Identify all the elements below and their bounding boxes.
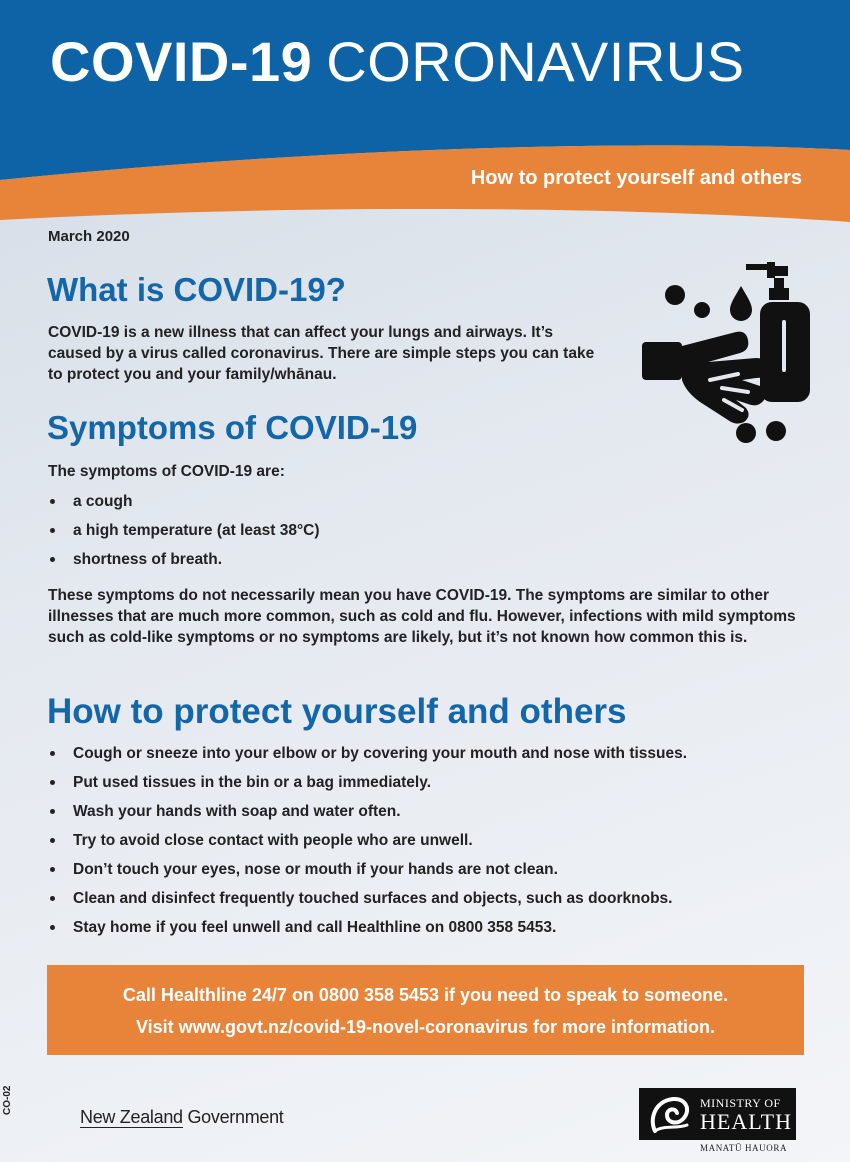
page-title	[50, 30, 745, 94]
koru-logo-icon	[647, 1095, 693, 1135]
what-body: COVID-19 is a new illness that can affect your lungs and airways. It’s caused by a virus called coronavirus. There are simple steps you can take to protect you and your family/whānau.	[48, 324, 595, 383]
what-heading: What is COVID-19?	[47, 271, 346, 308]
list-item: a cough	[48, 492, 320, 521]
document-code: CO-02	[2, 1085, 13, 1115]
list-item: Wash your hands with soap and water often.	[48, 802, 687, 831]
list-item: Clean and disinfect frequently touched surfaces and objects, such as doorknobs.	[48, 889, 687, 918]
list-item: Don’t touch your eyes, nose or mouth if your hands are not clean.	[48, 860, 687, 889]
publication-date: March 2020	[48, 228, 130, 245]
list-item: Try to avoid close contact with people who are unwell.	[48, 831, 687, 860]
title-bold: COVID-19	[50, 30, 313, 93]
header-banner	[0, 0, 850, 230]
protect-list	[48, 744, 687, 947]
nzgov-part-1: New Zealand	[80, 1107, 183, 1127]
title-light: CORONAVIRUS	[326, 30, 745, 93]
nz-government-logo	[80, 1107, 284, 1128]
symptoms-heading: Symptoms of COVID-19	[47, 409, 418, 446]
symptoms-note: These symptoms do not necessarily mean you have COVID-19. The symptoms are similar to other illnesses that are much more common, such as cold and flu. However, infections with mild symptoms such as cold-like symptoms or no symptoms are likely, but it’s not known how common this is.	[48, 587, 796, 646]
healthline-callout	[47, 965, 804, 1055]
callout-line-1: Call Healthline 24/7 on 0800 358 5453 if you need to speak to someone.	[122, 985, 729, 1005]
list-item: a high temperature (at least 38°C)	[48, 521, 320, 550]
list-item: shortness of breath.	[48, 550, 320, 579]
nzgov-part-2: Government	[182, 1107, 284, 1127]
list-item: Stay home if you feel unwell and call Healthline on 0800 358 5453.	[48, 918, 687, 947]
hand-washing-icon	[638, 262, 814, 444]
symptoms-intro: The symptoms of COVID-19 are:	[48, 463, 285, 480]
moh-line-1: MINISTRY OF	[700, 1096, 781, 1110]
symptoms-list	[48, 492, 320, 579]
list-item: Cough or sneeze into your elbow or by covering your mouth and nose with tissues.	[48, 744, 687, 773]
moh-line-2: HEALTH	[700, 1109, 792, 1134]
list-item: Put used tissues in the bin or a bag immediately.	[48, 773, 687, 802]
moh-subtitle: MANATŪ HAUORA	[700, 1143, 788, 1153]
callout-line-2: Visit www.govt.nz/covid-19-novel-coronavirus for more information.	[135, 1017, 716, 1037]
ministry-of-health-logo	[639, 1088, 796, 1140]
header-subtitle: How to protect yourself and others	[470, 167, 802, 189]
protect-heading: How to protect yourself and others	[47, 692, 627, 731]
